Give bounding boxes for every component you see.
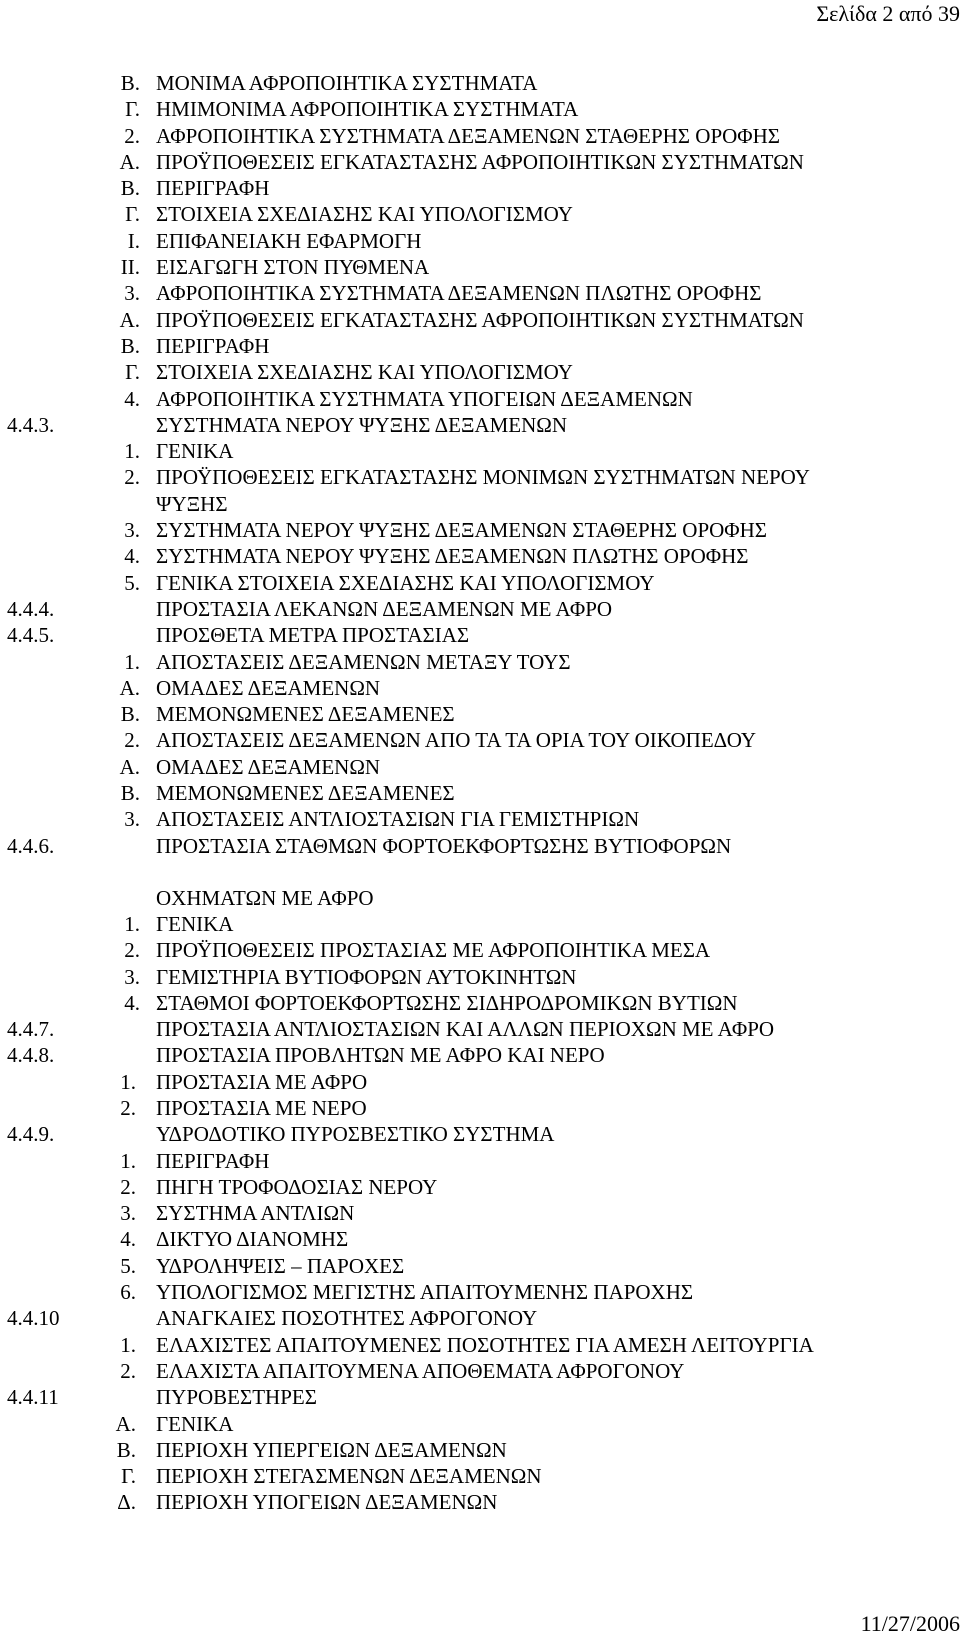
toc-item-title: ΔΙΚΤΥΟ ΔΙΑΝΟΜΗΣ [156,1227,349,1252]
toc-item-title: ΓΕΝΙΚΑ [156,439,234,464]
toc-item-number: 1. [124,649,140,674]
toc-item-title: ΓΕΝΙΚΑ ΣΤΟΙΧΕΙΑ ΣΧΕΔΙΑΣΗΣ ΚΑΙ ΥΠΟΛΟΓΙΣΜΟΥ [156,570,655,595]
toc-item-title: ΜΕΜΟΝΩΜΕΝΕΣ ΔΕΞΑΜΕΝΕΣ [156,702,455,727]
toc-item-title: ΑΦΡΟΠΟΙΗΤΙΚΑ ΣΥΣΤΗΜΑΤΑ ΥΠΟΓΕΙΩΝ ΔΕΞΑΜΕΝΩΝ [156,386,693,411]
toc-entry [0,1042,960,1068]
toc-item-number: 1. [124,439,140,464]
toc-item-title: ΣΤΑΘΜΟΙ ΦΟΡΤΟΕΚΦΟΡΤΩΣΗΣ ΣΙΔΗΡΟΔΡΟΜΙΚΩΝ ΒΥΤΙΩΝ [156,990,738,1015]
toc-entry [0,754,960,780]
toc-item-title: ΟΧΗΜΑΤΩΝ ΜΕ ΑΦΡΟ [156,885,374,910]
toc-section-number: 4.4.7. [7,1017,55,1042]
toc-item-title: ΕΛΑΧΙΣΤΕΣ ΑΠΑΙΤΟΥΜΕΝΕΣ ΠΟΣΟΤΗΤΕΣ ΓΙΑ ΑΜΕΣΗ ΛΕΙΤΟΥΡΓΙΑ [156,1332,814,1357]
toc-entry [0,1305,960,1331]
toc-item-title: ΠΡΟΣΤΑΣΙΑ ΠΡΟΒΛΗΤΩΝ ΜΕ ΑΦΡΟ ΚΑΙ ΝΕΡΟ [156,1043,605,1068]
toc-item-title: ΟΜΑΔΕΣ ΔΕΞΑΜΕΝΩΝ [156,754,381,779]
toc-item-title: ΠΡΟΣΘΕΤΑ ΜΕΤΡΑ ΠΡΟΣΤΑΣΙΑΣ [156,623,470,648]
toc-entry [0,1200,960,1226]
toc-item-number: 3. [120,1201,136,1226]
toc-item-title: ΠΕΡΙΓΡΑΦΗ [156,1148,270,1173]
toc-section-number: 4.4.6. [7,833,55,858]
toc-entry [0,1463,960,1489]
toc-item-title: ΕΛΑΧΙΣΤΑ ΑΠΑΙΤΟΥΜΕΝΑ ΑΠΟΘΕΜΑΤΑ ΑΦΡΟΓΟΝΟΥ [156,1358,685,1383]
toc-item-number: 3. [124,964,140,989]
toc-item-title: ΑΠΟΣΤΑΣΕΙΣ ΔΕΞΑΜΕΝΩΝ ΜΕΤΑΞΥ ΤΟΥΣ [156,649,571,674]
toc-item-number: 1. [120,1332,136,1357]
toc-item-title: ΜΟΝΙΜΑ ΑΦΡΟΠΟΙΗΤΙΚΑ ΣΥΣΤΗΜΑΤΑ [156,71,538,95]
toc-item-title: ΑΦΡΟΠΟΙΗΤΙΚΑ ΣΥΣΤΗΜΑΤΑ ΔΕΞΑΜΕΝΩΝ ΠΛΩΤΗΣ ΟΡΟΦΗΣ [156,281,762,306]
toc-item-number: 5. [120,1253,136,1278]
toc-entry [0,859,960,911]
toc-entry [0,806,960,832]
toc-item-title: ΠΕΡΙΟΧΗ ΥΠΟΓΕΙΩΝ ΔΕΞΑΜΕΝΩΝ [156,1490,498,1515]
toc-item-title: ΥΔΡΟΔΟΤΙΚΟ ΠΥΡΟΣΒΕΣΤΙΚΟ ΣΥΣΤΗΜΑ [156,1122,555,1147]
toc-entry [0,96,960,122]
toc-item-number: 1. [120,1069,136,1094]
toc-item-title: ΥΠΟΛΟΓΙΣΜΟΣ ΜΕΓΙΣΤΗΣ ΑΠΑΙΤΟΥΜΕΝΗΣ ΠΑΡΟΧΗΣ [156,1280,694,1305]
toc-item-number: 3. [124,807,140,832]
toc-item-number: 2. [124,465,140,490]
toc-item-number: Β. [120,71,140,95]
toc-entry [0,1411,960,1437]
toc-entry [0,254,960,280]
toc-item-title: ΓΕΝΙΚΑ [156,1411,234,1436]
toc-item-number: 2. [124,123,140,148]
toc-item-title: ΣΤΟΙΧΕΙΑ ΣΧΕΔΙΑΣΗΣ ΚΑΙ ΥΠΟΛΟΓΙΣΜΟΥ [156,202,573,227]
toc-entry [0,1332,960,1358]
toc-entry [0,1226,960,1252]
toc-item-title: ΠΡΟΫΠΟΘΕΣΕΙΣ ΕΓΚΑΤΑΣΤΑΣΗΣ ΑΦΡΟΠΟΙΗΤΙΚΩΝ ΣΥΣΤΗΜΑΤΩΝ [156,149,804,174]
toc-entry [0,649,960,675]
toc-item-title: ΗΜΙΜΟΝΙΜΑ ΑΦΡΟΠΟΙΗΤΙΚΑ ΣΥΣΤΗΜΑΤΑ [156,97,579,122]
toc-entry [0,228,960,254]
toc-item-title: ΣΤΟΙΧΕΙΑ ΣΧΕΔΙΑΣΗΣ ΚΑΙ ΥΠΟΛΟΓΙΣΜΟΥ [156,360,573,385]
page-number-header: Σελίδα 2 από 39 [816,1,960,26]
toc-item-number: 4. [124,544,140,569]
toc-entry [0,123,960,149]
toc-item-number: Β. [120,702,140,727]
toc-entry [0,149,960,175]
toc-entry [0,1174,960,1200]
toc-item-title: ΣΥΣΤΗΜΑΤΑ ΝΕΡΟΥ ΨΥΞΗΣ ΔΕΞΑΜΕΝΩΝ ΣΤΑΘΕΡΗΣ ΟΡΟΦΗΣ [156,518,768,543]
toc-item-number: Β. [120,333,140,358]
toc-item-title: ΣΥΣΤΗΜΑΤΑ ΝΕΡΟΥ ΨΥΞΗΣ ΔΕΞΑΜΕΝΩΝ ΠΛΩΤΗΣ ΟΡΟΦΗΣ [156,544,749,569]
toc-item-title: ΠΡΟΫΠΟΘΕΣΕΙΣ ΕΓΚΑΤΑΣΤΑΣΗΣ ΑΦΡΟΠΟΙΗΤΙΚΩΝ ΣΥΣΤΗΜΑΤΩΝ [156,307,804,332]
toc-section-number: 4.4.10 [7,1306,60,1331]
toc-item-title: ΠΡΟΣΤΑΣΙΑ ΛΕΚΑΝΩΝ ΔΕΞΑΜΕΝΩΝ ΜΕ ΑΦΡΟ [156,596,613,621]
toc-entry [0,333,960,359]
toc-item-title: ΠΡΟΫΠΟΘΕΣΕΙΣ ΕΓΚΑΤΑΣΤΑΣΗΣ ΜΟΝΙΜΩΝ ΣΥΣΤΗΜΑΤΩΝ ΝΕΡΟΥ [156,465,810,490]
toc-entry [0,543,960,569]
toc-entry [0,701,960,727]
toc-item-title: ΠΗΓΗ ΤΡΟΦΟΔΟΣΙΑΣ ΝΕΡΟΥ [156,1174,438,1199]
toc-entry [0,201,960,227]
toc-entry [0,570,960,596]
toc-item-title: ΑΠΟΣΤΑΣΕΙΣ ΑΝΤΛΙΟΣΤΑΣΙΩΝ ΓΙΑ ΓΕΜΙΣΤΗΡΙΩΝ [156,807,640,832]
toc-item-title: ΠΥΡΟΒΕΣΤΗΡΕΣ [156,1385,317,1410]
toc-item-title: ΑΝΑΓΚΑΙΕΣ ΠΟΣΟΤΗΤΕΣ ΑΦΡΟΓΟΝΟΥ [156,1306,538,1331]
toc-section-number: 4.4.11 [7,1385,59,1410]
toc-item-title: ΠΕΡΙΓΡΑΦΗ [156,176,270,201]
toc-item-title: ΟΜΑΔΕΣ ΔΕΞΑΜΕΝΩΝ [156,675,381,700]
toc-item-number: Α. [119,307,140,332]
toc-item-title: ΨΥΞΗΣ [156,491,228,516]
toc-section-number: 4.4.9. [7,1122,55,1147]
toc-item-number: 3. [124,518,140,543]
toc-entry [0,464,960,490]
toc-item-title: ΕΙΣΑΓΩΓΗ ΣΤΟΝ ΠΥΘΜΕΝΑ [156,255,430,280]
toc-entry [0,1253,960,1279]
toc-item-title: ΠΡΟΫΠΟΘΕΣΕΙΣ ΠΡΟΣΤΑΣΙΑΣ ΜΕ ΑΦΡΟΠΟΙΗΤΙΚΑ ΜΕΣΑ [156,938,711,963]
toc-item-number: 2. [120,1358,136,1383]
toc-item-number: Α. [119,149,140,174]
toc-entry [0,280,960,306]
toc-item-number: 2. [124,938,140,963]
toc-item-title: ΠΡΟΣΤΑΣΙΑ ΜΕ ΑΦΡΟ [156,1069,368,1094]
toc-entry [0,1121,960,1147]
toc-item-number: 2. [124,728,140,753]
toc-entry [0,1489,960,1515]
toc-entry [0,1095,960,1121]
toc-entry [0,833,960,859]
toc-entry [0,359,960,385]
table-of-contents [0,70,960,1516]
toc-entry [0,1279,960,1305]
toc-item-number: 1. [124,911,140,936]
footer-date: 11/27/2006 [860,1611,960,1636]
toc-item-number: Γ. [125,202,140,227]
toc-entry [0,307,960,333]
toc-item-title: ΠΕΡΙΓΡΑΦΗ [156,333,270,358]
toc-item-title: ΑΠΟΣΤΑΣΕΙΣ ΔΕΞΑΜΕΝΩΝ ΑΠΟ ΤΑ ΤΑ ΟΡΙΑ ΤΟΥ ΟΙΚΟΠΕΔΟΥ [156,728,757,753]
toc-item-number: 4. [120,1227,136,1252]
toc-item-title: ΥΔΡΟΛΗΨΕΙΣ – ΠΑΡΟΧΕΣ [156,1253,405,1278]
toc-item-title: ΠΕΡΙΟΧΗ ΣΤΕΓΑΣΜΕΝΩΝ ΔΕΞΑΜΕΝΩΝ [156,1464,542,1489]
toc-item-number: Γ. [125,360,140,385]
toc-entry [0,70,960,96]
toc-item-number: Γ. [121,1464,136,1489]
toc-entry [0,386,960,412]
toc-entry [0,964,960,990]
toc-item-title: ΠΕΡΙΟΧΗ ΥΠΕΡΓΕΙΩΝ ΔΕΞΑΜΕΝΩΝ [156,1437,507,1462]
toc-item-number: Ι. [127,228,140,253]
toc-item-number: Δ. [117,1490,136,1515]
toc-section-number: 4.4.4. [7,596,55,621]
toc-entry [0,1148,960,1174]
toc-entry [0,990,960,1016]
toc-item-number: Α. [119,675,140,700]
toc-item-title: ΓΕΜΙΣΤΗΡΙΑ ΒΥΤΙΟΦΟΡΩΝ ΑΥΤΟΚΙΝΗΤΩΝ [156,964,577,989]
toc-item-number: Β. [116,1437,136,1462]
toc-entry [0,911,960,937]
toc-entry [0,727,960,753]
toc-item-number: 2. [120,1095,136,1120]
toc-entry [0,1069,960,1095]
toc-item-number: 3. [124,281,140,306]
toc-item-number: Α. [115,1411,136,1436]
toc-item-number: 5. [124,570,140,595]
toc-item-title: ΠΡΟΣΤΑΣΙΑ ΑΝΤΛΙΟΣΤΑΣΙΩΝ ΚΑΙ ΑΛΛΩΝ ΠΕΡΙΟΧΩΝ ΜΕ ΑΦΡΟ [156,1017,775,1042]
toc-item-title: ΠΡΟΣΤΑΣΙΑ ΣΤΑΘΜΩΝ ΦΟΡΤΟΕΚΦΟΡΤΩΣΗΣ ΒΥΤΙΟΦΟΡΩΝ [156,833,732,858]
toc-section-number: 4.4.8. [7,1043,55,1068]
toc-entry [0,517,960,543]
toc-item-title: ΣΥΣΤΗΜΑΤΑ ΝΕΡΟΥ ΨΥΞΗΣ ΔΕΞΑΜΕΝΩΝ [156,412,568,437]
toc-entry [0,1016,960,1042]
toc-item-title: ΜΕΜΟΝΩΜΕΝΕΣ ΔΕΞΑΜΕΝΕΣ [156,781,455,806]
toc-item-number: 1. [120,1148,136,1173]
toc-entry [0,175,960,201]
toc-item-title: ΕΠΙΦΑΝΕΙΑΚΗ ΕΦΑΡΜΟΓΗ [156,228,422,253]
toc-item-title: ΑΦΡΟΠΟΙΗΤΙΚΑ ΣΥΣΤΗΜΑΤΑ ΔΕΞΑΜΕΝΩΝ ΣΤΑΘΕΡΗΣ ΟΡΟΦΗΣ [156,123,781,148]
toc-item-number: Γ. [125,97,140,122]
toc-entry [0,937,960,963]
toc-entry [0,596,960,622]
toc-item-title: ΠΡΟΣΤΑΣΙΑ ΜΕ ΝΕΡΟ [156,1095,367,1120]
toc-item-number: 2. [120,1174,136,1199]
toc-section-number: 4.4.5. [7,623,55,648]
toc-entry [0,1384,960,1410]
toc-entry [0,438,960,464]
toc-section-number: 4.4.3. [7,412,55,437]
toc-item-number: 4. [124,990,140,1015]
toc-entry [0,412,960,438]
toc-entry [0,1437,960,1463]
toc-item-number: 4. [124,386,140,411]
toc-item-title: ΓΕΝΙΚΑ [156,911,234,936]
toc-item-number: Β. [120,176,140,201]
toc-entry [0,622,960,648]
toc-entry [0,1358,960,1384]
toc-item-number: Α. [119,754,140,779]
toc-item-number: 6. [120,1280,136,1305]
toc-entry [0,780,960,806]
toc-item-number: ΙΙ. [120,255,140,280]
toc-entry [0,675,960,701]
toc-item-number: Β. [120,781,140,806]
toc-entry [0,491,960,517]
toc-item-title: ΣΥΣΤΗΜΑ ΑΝΤΛΙΩΝ [156,1201,355,1226]
